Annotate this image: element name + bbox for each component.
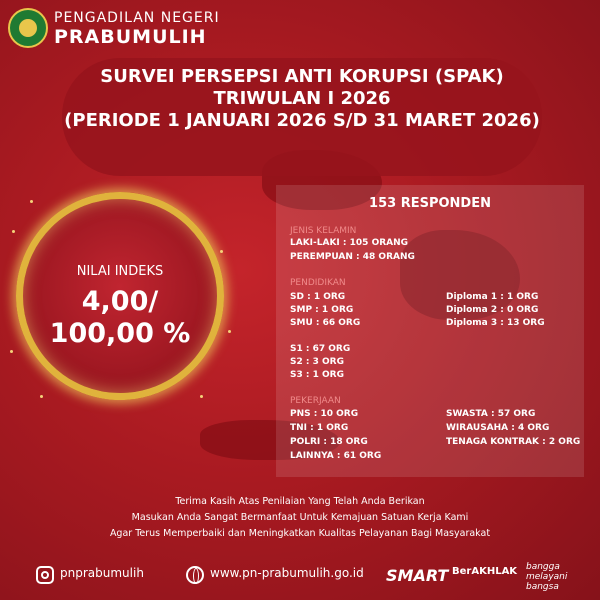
occ-polri: POLRI : 18 ORG [290, 437, 368, 447]
index-label: NILAI INDEKS [76, 264, 164, 279]
occ-swasta: SWASTA : 57 ORG [446, 409, 536, 419]
gender-male: LAKI-LAKI : 105 ORANG [290, 238, 409, 248]
index-value-line-2: 100,00 % [49, 318, 191, 349]
respondent-count: 153 RESPONDEN [369, 196, 491, 211]
institution-name: PRABUMULIH [54, 26, 207, 48]
globe-icon[interactable] [186, 566, 204, 584]
edu-s2: S2 : 3 ORG [290, 357, 344, 367]
instagram-icon[interactable] [36, 566, 54, 584]
edu-smu: SMU : 66 ORG [290, 318, 361, 328]
gender-heading: JENIS KELAMIN [290, 226, 357, 236]
occ-lainnya: LAINNYA : 61 ORG [290, 451, 382, 461]
instagram-handle[interactable]: pnprabumulih [60, 566, 144, 580]
gender-female: PEREMPUAN : 48 ORANG [290, 252, 415, 262]
berakhlak-logo: BerAKHLAK [452, 566, 518, 577]
edu-d3: Diploma 3 : 13 ORG [446, 318, 545, 328]
education-heading: PENDIDIKAN [290, 278, 346, 288]
edu-s3: S3 : 1 ORG [290, 370, 344, 380]
title-line-3: (PERIODE 1 JANUARI 2026 S/D 31 MARET 2026) [64, 110, 540, 131]
court-emblem-icon [8, 8, 48, 48]
page-title [62, 66, 542, 132]
occupation-heading: PEKERJAAN [290, 396, 341, 406]
smart-logo: SMART [386, 566, 449, 585]
edu-smp: SMP : 1 ORG [290, 305, 354, 315]
title-line-2: TRIWULAN I 2026 [213, 88, 391, 109]
edu-s1: S1 : 67 ORG [290, 344, 351, 354]
index-value [16, 286, 224, 350]
index-value-line-1: 4,00/ [81, 286, 159, 317]
occ-kontrak: TENAGA KONTRAK : 2 ORG [446, 437, 581, 447]
occ-tni: TNI : 1 ORG [290, 423, 349, 433]
edu-d2: Diploma 2 : 0 ORG [446, 305, 539, 315]
edu-d1: Diploma 1 : 1 ORG [446, 292, 539, 302]
thanks-line-2: Masukan Anda Sangat Bermanfaat Untuk Kemajuan Satuan Kerja Kami [131, 512, 469, 523]
title-line-1: SURVEI PERSEPSI ANTI KORUPSI (SPAK) [100, 66, 504, 87]
website-link[interactable]: www.pn-prabumulih.go.id [210, 566, 364, 580]
occ-wirausaha: WIRAUSAHA : 4 ORG [446, 423, 550, 433]
bangga-melayani-logo: bangga melayani bangsa [526, 562, 568, 592]
thanks-line-1: Terima Kasih Atas Penilaian Yang Telah Anda Berikan [175, 496, 425, 507]
edu-sd: SD : 1 ORG [290, 292, 346, 302]
thanks-line-3: Agar Terus Memperbaiki dan Meningkatkan Kualitas Pelayanan Bagi Masyarakat [109, 528, 491, 539]
occ-pns: PNS : 10 ORG [290, 409, 359, 419]
institution-label: PENGADILAN NEGERI [54, 10, 220, 26]
